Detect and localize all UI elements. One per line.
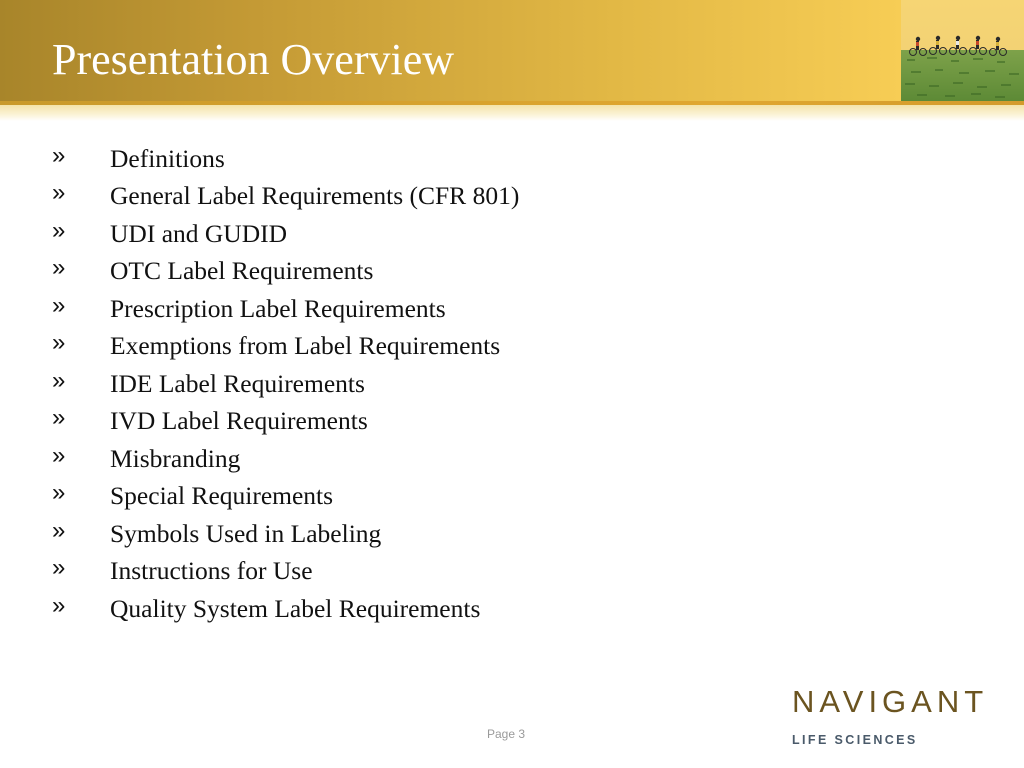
list-item-text: OTC Label Requirements — [110, 256, 374, 286]
logo-wordmark: NAVIGANT — [792, 684, 989, 719]
list-item-text: Exemptions from Label Requirements — [110, 331, 501, 361]
list-item — [52, 178, 519, 216]
list-item — [52, 553, 519, 591]
list-item-text: Definitions — [110, 143, 225, 173]
list-item-text: UDI and GUDID — [110, 218, 288, 248]
bullet-marker: » — [52, 254, 66, 282]
list-item — [52, 440, 519, 478]
list-item — [52, 290, 519, 328]
bullet-marker: » — [52, 141, 66, 169]
list-item-text: Special Requirements — [110, 481, 334, 511]
agenda-list — [52, 140, 519, 628]
cyclists-field-image — [901, 0, 1024, 101]
slide-title: Presentation Overview — [52, 35, 454, 84]
list-item-text: General Label Requirements (CFR 801) — [110, 181, 520, 211]
list-item — [52, 403, 519, 441]
list-item — [52, 515, 519, 553]
list-item — [52, 365, 519, 403]
list-item — [52, 478, 519, 516]
list-item — [52, 215, 519, 253]
title-banner-shadow — [0, 105, 1024, 121]
bullet-marker: » — [52, 479, 66, 507]
navigant-logo — [790, 684, 990, 754]
list-item — [52, 253, 519, 291]
bullet-marker: » — [52, 441, 66, 469]
bullet-marker: » — [52, 591, 66, 619]
list-item-text: Quality System Label Requirements — [110, 593, 481, 623]
list-item-text: Prescription Label Requirements — [110, 293, 446, 323]
list-item-text: IDE Label Requirements — [110, 368, 365, 398]
list-item-text: Symbols Used in Labeling — [110, 518, 382, 548]
logo-subtitle: LIFE SCIENCES — [792, 733, 918, 747]
bullet-marker: » — [52, 291, 66, 319]
bullet-marker: » — [52, 329, 66, 357]
cyclists-field-photo — [901, 0, 1024, 101]
list-item — [52, 140, 519, 178]
bullet-marker: » — [52, 516, 66, 544]
bullet-marker: » — [52, 404, 66, 432]
list-item — [52, 328, 519, 366]
list-item-text: Misbranding — [110, 443, 241, 473]
page-number: Page 3 — [487, 727, 526, 741]
list-item-text: Instructions for Use — [110, 556, 313, 586]
list-item — [52, 590, 519, 628]
bullet-marker: » — [52, 179, 66, 207]
bullet-marker: » — [52, 366, 66, 394]
bullet-marker: » — [52, 554, 66, 582]
list-item-text: IVD Label Requirements — [110, 406, 368, 436]
bullet-marker: » — [52, 216, 66, 244]
